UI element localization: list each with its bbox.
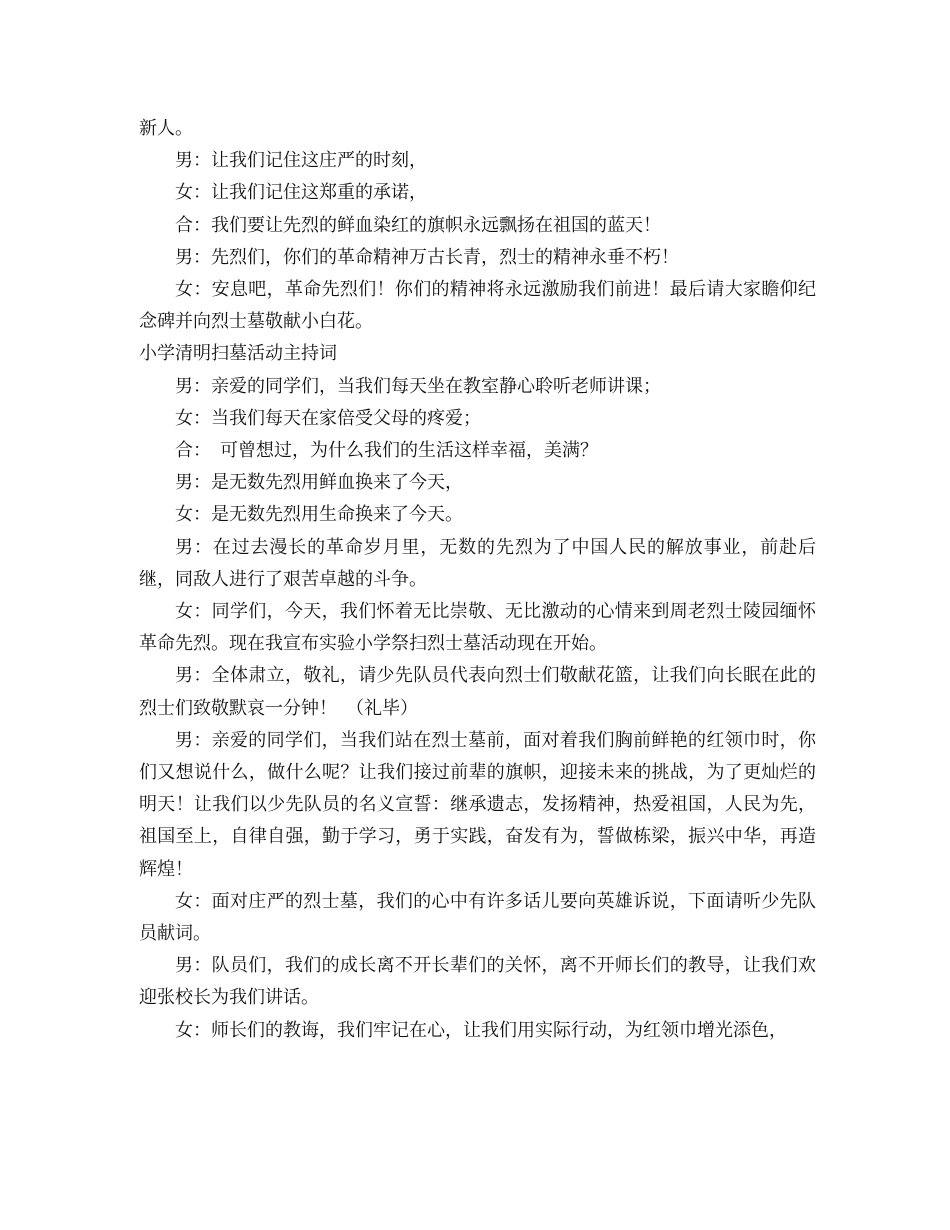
- paragraph: 合：我们要让先烈的鲜血染红的旗帜永远飘扬在祖国的蓝天！: [175, 214, 661, 236]
- paragraph: 女：师长们的教诲，我们牢记在心，让我们用实际行动，为红领巾增光添色，: [175, 1019, 787, 1041]
- paragraph: 男：队员们，我们的成长离不开长辈们的关怀，离不开师长们的教导，让我们欢迎张校长为我们讲话。: [139, 955, 816, 1009]
- paragraph: 男：亲爱的同学们，当我们每天坐在教室静心聆听老师讲课；: [175, 375, 661, 397]
- paragraph: 女：安息吧，革命先烈们！你们的精神将永远激励我们前进！最后请大家瞻仰纪念碑并向烈士墓敬献小白花。: [139, 279, 816, 333]
- section-heading: 小学清明扫墓活动主持词: [139, 343, 337, 365]
- paragraph: 男：先烈们，你们的革命精神万古长青，烈士的精神永垂不朽！: [175, 246, 679, 268]
- paragraph: 女：是无数先烈用生命换来了今天。: [175, 504, 463, 526]
- document-body: [139, 113, 816, 1047]
- paragraph: 男：是无数先烈用鲜血换来了今天，: [175, 472, 463, 494]
- paragraph: 女：当我们每天在家倍受父母的疼爱；: [175, 407, 481, 429]
- paragraph: 新人。: [139, 118, 193, 139]
- paragraph: 男：亲爱的同学们，当我们站在烈士墓前，面对着我们胸前鲜艳的红领巾时，你们又想说什么，做什么呢？让我们接过前辈的旗帜，迎接未来的挑战，为了更灿烂的明天！让我们以少先队员的名义宣誓：继承遗志，发扬精神，热爱祖国，人民为先，祖国至上，自律自强，勤于学习，勇于实践，奋发有为，誓做栋梁，振兴中华，再造辉煌！: [139, 729, 816, 880]
- paragraph: 男：在过去漫长的革命岁月里，无数的先烈为了中国人民的解放事业，前赴后继，同敌人进行了艰苦卓越的斗争。: [139, 536, 816, 590]
- paragraph: 女：让我们记住这郑重的承诺，: [175, 182, 427, 204]
- paragraph: 女：同学们，今天，我们怀着无比崇敬、无比激动的心情来到周老烈士陵园缅怀革命先烈。现在我宣布实验小学祭扫烈士墓活动现在开始。: [139, 601, 816, 655]
- paragraph: 女：面对庄严的烈士墓，我们的心中有许多话儿要向英雄诉说，下面请听少先队员献词。: [139, 890, 816, 945]
- paragraph: 合： 可曾想过，为什么我们的生活这样幸福，美满？: [175, 440, 598, 462]
- paragraph: 男：让我们记住这庄严的时刻，: [175, 150, 427, 172]
- paragraph: 男：全体肃立，敬礼，请少先队员代表向烈士们敬献花篮，让我们向长眠在此的烈士们致敬默哀一分钟！ （礼毕）: [139, 665, 816, 719]
